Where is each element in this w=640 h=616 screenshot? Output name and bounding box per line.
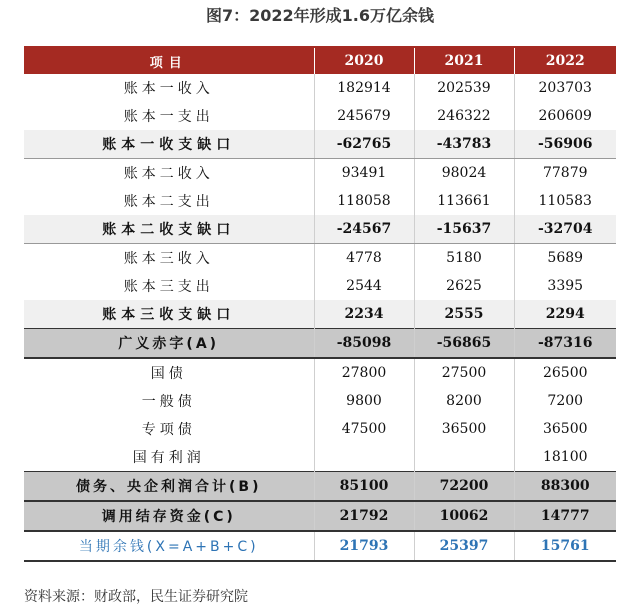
table-row-deficit <box>24 130 616 159</box>
cell-2020: -62765 <box>314 130 414 159</box>
cell-2022: 88300 <box>514 472 616 502</box>
cell-2022: 14777 <box>514 501 616 531</box>
row-label: 账本三支出 <box>24 272 314 300</box>
fiscal-balance-table <box>24 46 616 562</box>
cell-2022: 5689 <box>547 250 584 266</box>
cell-2021: 36500 <box>414 415 514 443</box>
row-label: 账本三收入 <box>24 244 314 273</box>
cell-2021: 72200 <box>414 472 514 502</box>
cell-2020: 118058 <box>314 187 414 215</box>
cell-2021: 246322 <box>414 102 514 130</box>
cell-2020: 93491 <box>314 159 414 188</box>
cell-2022: 2294 <box>514 300 616 329</box>
header-2020: 2020 <box>314 47 414 74</box>
cell-2021: 113661 <box>414 187 514 215</box>
table-row <box>24 387 616 415</box>
row-label: 账本二收入 <box>24 159 314 188</box>
cell-2020: 27800 <box>314 358 414 387</box>
cell-2022: 260609 <box>538 108 592 124</box>
table-row <box>24 415 616 443</box>
table-row <box>24 187 616 215</box>
cell-2020: 4778 <box>314 244 414 273</box>
row-label: 账本三收支缺口 <box>24 300 314 329</box>
cell-2022: 3395 <box>547 278 584 294</box>
row-label: 账本二支出 <box>24 187 314 215</box>
cell-2022: 26500 <box>542 365 588 381</box>
header-row <box>24 47 616 74</box>
row-label: 一般债 <box>24 387 314 415</box>
cell-2021: 2625 <box>414 272 514 300</box>
cell-2022: 15761 <box>514 531 616 561</box>
cell-2021 <box>414 443 514 472</box>
row-label: 账本二收支缺口 <box>24 215 314 244</box>
header-2021: 2021 <box>414 47 514 74</box>
row-label: 广义赤字(A) <box>24 329 314 359</box>
table-row <box>24 244 616 273</box>
table-row <box>24 272 616 300</box>
cell-2022: -32704 <box>514 215 616 244</box>
cell-2020: -85098 <box>314 329 414 359</box>
table-row-balance <box>24 531 616 561</box>
table-row-total <box>24 472 616 502</box>
table-row-total <box>24 501 616 531</box>
cell-2022: 77879 <box>542 165 588 181</box>
figure-title: 图7：2022年形成1.6万亿余钱 <box>205 6 434 25</box>
cell-2021: 98024 <box>414 159 514 188</box>
cell-2020: 182914 <box>314 74 414 102</box>
cell-2020: 245679 <box>314 102 414 130</box>
cell-2020: 85100 <box>314 472 414 502</box>
cell-2020: 21792 <box>314 501 414 531</box>
cell-2021: 5180 <box>414 244 514 273</box>
cell-2021: -43783 <box>414 130 514 159</box>
cell-2020: 9800 <box>314 387 414 415</box>
row-label: 调用结存资金(C) <box>24 501 314 531</box>
cell-2021: 10062 <box>414 501 514 531</box>
table-row-total <box>24 329 616 359</box>
cell-2021: 25397 <box>414 531 514 561</box>
table-row <box>24 159 616 188</box>
header-item: 项目 <box>24 47 314 74</box>
source-note: 资料来源：财政部，民生证券研究院 <box>24 589 248 605</box>
cell-2021: 2555 <box>414 300 514 329</box>
row-label: 账本一收入 <box>24 74 314 102</box>
cell-2022: -87316 <box>514 329 616 359</box>
header-2022: 2022 <box>514 47 616 74</box>
cell-2022: -56906 <box>514 130 616 159</box>
cell-2021: 202539 <box>414 74 514 102</box>
row-label: 国债 <box>24 358 314 387</box>
table-row <box>24 358 616 387</box>
table-row-deficit <box>24 300 616 329</box>
row-label: 当期余钱(X=A+B+C) <box>24 531 314 561</box>
cell-2021: -15637 <box>414 215 514 244</box>
cell-2020: 2544 <box>314 272 414 300</box>
row-label: 专项债 <box>24 415 314 443</box>
cell-2022: 18100 <box>542 449 588 465</box>
cell-2021: 27500 <box>414 358 514 387</box>
cell-2021: -56865 <box>414 329 514 359</box>
cell-2020: -24567 <box>314 215 414 244</box>
cell-2022: 110583 <box>538 193 592 209</box>
cell-2022: 7200 <box>547 393 584 409</box>
table-row <box>24 443 616 472</box>
cell-2020: 21793 <box>314 531 414 561</box>
cell-2022: 203703 <box>538 80 592 96</box>
cell-2020: 2234 <box>314 300 414 329</box>
row-label: 国有利润 <box>24 443 314 472</box>
row-label: 债务、央企利润合计(B) <box>24 472 314 502</box>
table-row <box>24 74 616 102</box>
cell-2022: 36500 <box>542 421 588 437</box>
cell-2020: 47500 <box>314 415 414 443</box>
cell-2021: 8200 <box>414 387 514 415</box>
row-label: 账本一收支缺口 <box>24 130 314 159</box>
row-label: 账本一支出 <box>24 102 314 130</box>
cell-2020 <box>314 443 414 472</box>
table-row-deficit <box>24 215 616 244</box>
table-row <box>24 102 616 130</box>
